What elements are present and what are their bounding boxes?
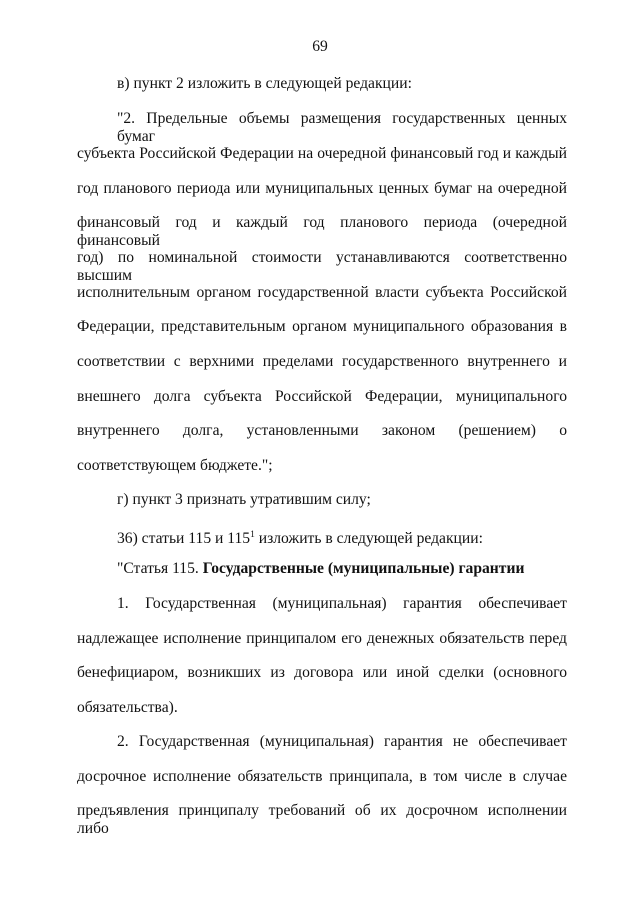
page-number: 69 [312, 38, 328, 55]
paragraph-line: Федерации, представительным органом муниципального образования в [77, 318, 567, 335]
paragraph-line: внутреннего долга, установленными законом (решением) о [77, 422, 567, 439]
paragraph-line: 2. Государственная (муниципальная) гарантия не обеспечивает [117, 733, 567, 750]
paragraph-line: предъявления принципалу требований об их досрочном исполнении либо [77, 802, 567, 837]
paragraph-line: год) по номинальной стоимости устанавливаются соответственно высшим [77, 249, 567, 284]
paragraph-line: бенефициаром, возникших из договора или иной сделки (основного [77, 664, 567, 681]
article-title: Государственные (муниципальные) гарантии [202, 560, 525, 577]
superscript: 1 [250, 530, 255, 540]
paragraph-line: г) пункт 3 признать утратившим силу; [117, 491, 371, 508]
paragraph-line: субъекта Российской Федерации на очередной финансовый год и каждый [77, 145, 567, 162]
paragraph-line [117, 526, 567, 547]
paragraph-line: финансовый год и каждый год планового периода (очередной финансовый [77, 214, 567, 249]
paragraph-line: соответствующем бюджете."; [77, 457, 273, 474]
paragraph-line: год планового периода или муниципальных ценных бумаг на очередной [77, 180, 567, 197]
paragraph-line: соответствии с верхними пределами государственного внутреннего и [77, 353, 567, 370]
paragraph-line: исполнительным органом государственной власти субъекта Российской [77, 284, 567, 301]
paragraph-line: надлежащее исполнение принципалом его денежных обязательств перед [77, 630, 567, 647]
article-number: "Статья 115. [117, 560, 203, 577]
article-ref-text: 36) статьи 115 и 115 [117, 530, 251, 547]
paragraph-line: 1. Государственная (муниципальная) гарантия обеспечивает [117, 595, 567, 612]
paragraph-line: внешнего долга субъекта Российской Федерации, муниципального [77, 388, 567, 405]
paragraph-line: в) пункт 2 изложить в следующей редакции: [117, 75, 412, 92]
paragraph-line: досрочное исполнение обязательств принципала, в том числе в случае [77, 768, 567, 785]
paragraph-line: "2. Предельные объемы размещения государственных ценных бумаг [117, 110, 567, 145]
paragraph-line: обязательства). [77, 699, 178, 716]
article-heading [117, 560, 567, 578]
article-ref-text: изложить в следующей редакции: [254, 530, 483, 547]
